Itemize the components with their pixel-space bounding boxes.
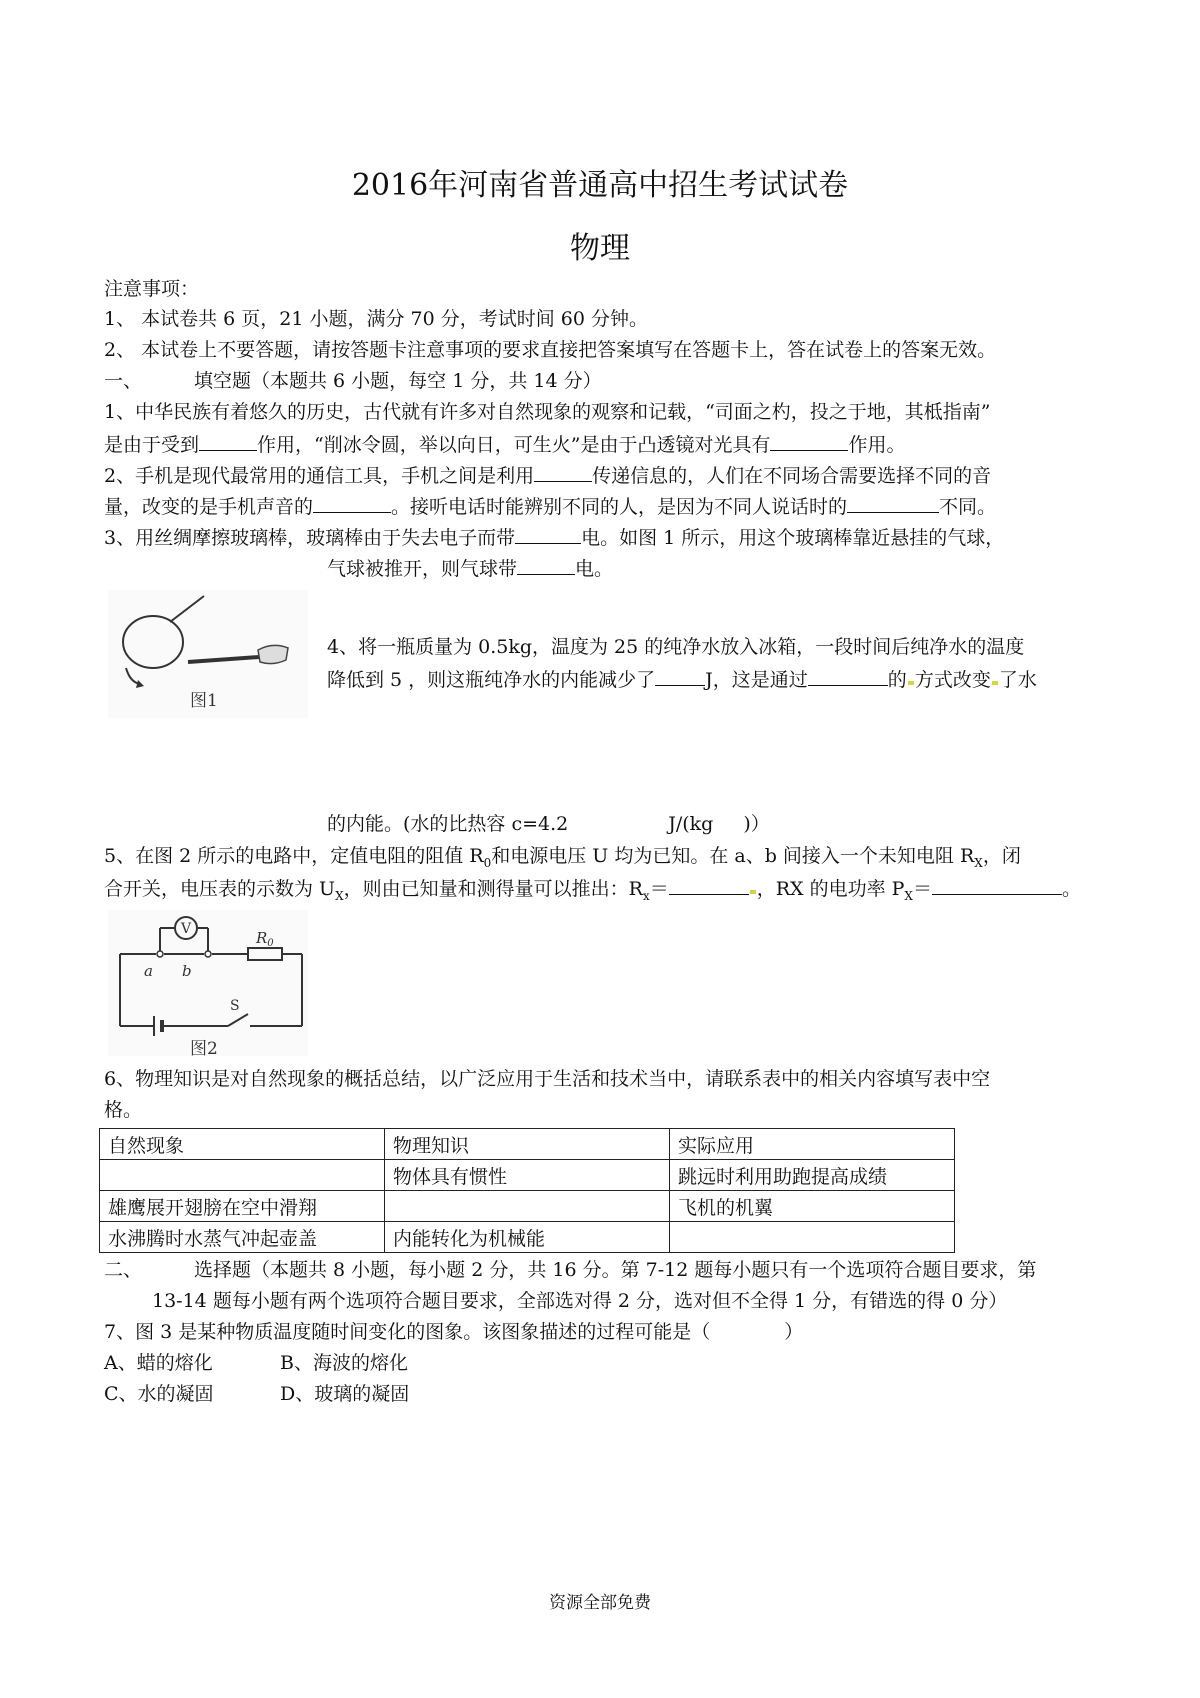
q4-text-2: J，这是通过: [705, 669, 808, 691]
section1-heading: [104, 370, 602, 392]
table-cell: 跳远时利用助跑提高成绩: [670, 1160, 955, 1191]
q5-blank-1[interactable]: [669, 876, 749, 895]
q1-text-3: 作用。: [848, 434, 906, 456]
q1-blank-1[interactable]: [199, 432, 257, 451]
q4-blank-2[interactable]: [808, 667, 888, 686]
q1-line-2: [104, 432, 905, 456]
switch-blade: [228, 1014, 248, 1026]
subject-title: 物理: [570, 231, 630, 266]
q6-line-2: 格。: [104, 1099, 143, 1121]
terminal-a: [157, 951, 163, 957]
table-header-row: [100, 1129, 955, 1160]
q4-line-1: 4、将一瓶质量为 0.5kg，温度为 25 的纯净水放入冰箱，一段时间后纯净水的温度: [327, 636, 1025, 658]
arrow-head: [136, 680, 144, 688]
table-cell: 水沸腾时水蒸气冲起壶盖: [100, 1222, 385, 1253]
section1-number: 一、: [104, 370, 143, 392]
q2-text-2: 传递信息的，人们在不同场合需要选择不同的音: [592, 465, 992, 487]
q2-text-5: 不同。: [939, 496, 997, 518]
suspension-thread: [170, 596, 204, 622]
figure-2-caption: 图2: [190, 1039, 218, 1056]
q5-line-1: [104, 845, 1021, 874]
q7-text-end: ）: [784, 1321, 804, 1343]
table-header-cell: 实际应用: [670, 1129, 955, 1160]
page-footer: 资源全部免费: [549, 1593, 651, 1613]
highlight-mark: [750, 890, 756, 894]
notice-item-2: 2、 本试卷上不要答题，请按答题卡注意事项的要求直接把答案填写在答题卡上，答在试卷上的答案无效。: [104, 339, 997, 361]
q3-text-2: 电。如图 1 所示，用这个玻璃棒靠近悬挂的气球，: [581, 527, 1005, 549]
resistor-r0: [248, 948, 282, 960]
q5-text-4: 合开关，电压表的示数为 U: [104, 878, 336, 900]
table-cell[interactable]: [670, 1222, 955, 1253]
table-header-cell: 物理知识: [385, 1129, 670, 1160]
label-r0: $R_0$: [256, 929, 274, 949]
q7-option-b[interactable]: B、海波的熔化: [280, 1352, 408, 1374]
q7-option-d[interactable]: D、玻璃的凝固: [280, 1383, 410, 1405]
q5-sub-4: x: [642, 888, 650, 903]
exam-title: 2016年河南省普通高中招生考试试卷: [351, 168, 849, 203]
q4-text-3: 的: [887, 669, 907, 691]
q3-line-1: [104, 525, 1004, 549]
q3-text-4: 电。: [575, 558, 614, 580]
q5-text-5: ，则由已知量和测得量可以推出：R: [343, 878, 643, 900]
q3-text-1: 3、用丝绸摩擦玻璃棒，玻璃棒由于失去电子而带: [104, 527, 516, 549]
q5-text-1: 5、在图 2 所示的电路中，定值电阻的阻值 R: [104, 845, 484, 867]
section2-text: 选择题（本题共 8 小题，每小题 2 分，共 16 分。第 7-12 题每小题只有一个选项符合题目要求，第: [194, 1259, 1037, 1281]
q3-blank-1[interactable]: [515, 525, 581, 544]
table-cell: 飞机的机翼: [670, 1191, 955, 1222]
table-row: [100, 1160, 955, 1191]
balloon-shape: [123, 616, 183, 668]
q5-text-8: ＝: [912, 878, 932, 900]
q5-blank-2[interactable]: [932, 876, 1062, 895]
notice-heading: 注意事项：: [104, 278, 200, 300]
q5-sub-5: X: [904, 888, 913, 903]
balloon-rod-figure: [108, 590, 308, 718]
label-b: b: [182, 962, 192, 980]
q2-blank-2[interactable]: [313, 494, 391, 513]
table-cell: 雄鹰展开翅膀在空中滑翔: [100, 1191, 385, 1222]
section2-number: 二、: [104, 1259, 143, 1281]
table-header-cell: 自然现象: [100, 1129, 385, 1160]
q3-line-2: [327, 556, 613, 580]
q4-line-2: [327, 667, 1037, 691]
q5-sub-1: 0: [483, 855, 492, 870]
q4-text-8: )）: [743, 813, 770, 835]
table-row: [100, 1222, 955, 1253]
q5-text-7: ，RX 的电功率 P: [756, 878, 905, 900]
q2-text-1: 2、手机是现代最常用的通信工具，手机之间是利用: [104, 465, 535, 487]
q5-text-2: 和电源电压 U 均为已知。在 a、b 间接入一个未知电阻 R: [491, 845, 975, 867]
q5-sub-2: X: [974, 855, 983, 870]
table-cell: 物体具有惯性: [385, 1160, 670, 1191]
q5-line-2: [104, 876, 1081, 907]
q5-text-6: ＝: [649, 878, 669, 900]
figure-1-caption: 图1: [190, 691, 218, 711]
physics-table: [99, 1128, 955, 1253]
label-s: S: [230, 998, 240, 1014]
table-cell: 内能转化为机械能: [385, 1222, 670, 1253]
q3-text-3: 气球被推开，则气球带: [327, 558, 518, 580]
q1-text-2: 作用，“削冰令圆，举以向日，可生火”是由于凸透镜对光具有: [257, 434, 771, 456]
label-a: a: [144, 962, 153, 980]
highlight-mark: [992, 681, 998, 685]
q2-text-4: 。接听电话时能辨别不同的人，是因为不同人说话时的: [391, 496, 848, 518]
figure-2: [108, 910, 308, 1056]
q4-text-1: 降低到 5 ，则这瓶纯净水的内能减少了: [327, 669, 656, 691]
q2-blank-3[interactable]: [847, 494, 939, 513]
q1-blank-2[interactable]: [770, 432, 848, 451]
table-cell[interactable]: [100, 1160, 385, 1191]
q2-line-1: [104, 463, 991, 487]
q6-line-1: 6、物理知识是对自然现象的概括总结，以广泛应用于生活和技术当中，请联系表中的相关内容填写表中空: [104, 1068, 991, 1090]
table-cell[interactable]: [385, 1191, 670, 1222]
highlight-mark: [908, 681, 914, 685]
q4-line-3: [327, 813, 770, 835]
table-row: [100, 1191, 955, 1222]
q1-line-1: 1、中华民族有着悠久的历史，古代就有许多对自然现象的观察和记载，“司面之杓，投之于地，其柢指南”: [104, 401, 991, 423]
q7-option-a[interactable]: A、蜡的熔化: [104, 1352, 213, 1374]
q7-text: 7、图 3 是某种物质温度随时间变化的图象。该图象描述的过程可能是（: [104, 1321, 711, 1343]
q4-text-4: 方式改变: [914, 669, 991, 691]
q2-blank-1[interactable]: [534, 463, 592, 482]
hand-shape: [258, 645, 288, 663]
q2-text-3: 量，改变的是手机声音的: [104, 496, 314, 518]
q5-text-3: ，闭: [982, 845, 1021, 867]
q4-text-7: J/(kg: [668, 813, 714, 835]
q5-text-9: 。: [1061, 878, 1081, 900]
q7-stem: [104, 1321, 803, 1343]
circuit-figure: [108, 910, 308, 1056]
section2-heading-2: 13-14 题每小题有两个选项符合题目要求，全部选对得 2 分，选对但不全得 1 分，有错选的得 0 分）: [152, 1290, 1008, 1312]
notice-item-1: 1、 本试卷共 6 页，21 小题，满分 70 分，考试时间 60 分钟。: [104, 308, 649, 330]
q4-text-6: 的内能。(水的比热容 c=4.2: [327, 813, 569, 835]
q1-text-1: 是由于受到: [104, 434, 200, 456]
figure-1: [108, 590, 308, 718]
q2-line-2: [104, 494, 996, 518]
q5-sub-3: X: [335, 888, 344, 903]
terminal-b: [205, 951, 211, 957]
q7-option-c[interactable]: C、水的凝固: [104, 1383, 214, 1405]
voltmeter-label: V: [181, 921, 192, 937]
q4-text-5: 了水: [998, 669, 1037, 691]
q4-blank-1[interactable]: [655, 667, 705, 686]
section2-heading: [104, 1259, 1036, 1281]
section1-text: 填空题（本题共 6 小题，每空 1 分，共 14 分）: [194, 370, 602, 392]
q3-blank-2[interactable]: [517, 556, 575, 575]
